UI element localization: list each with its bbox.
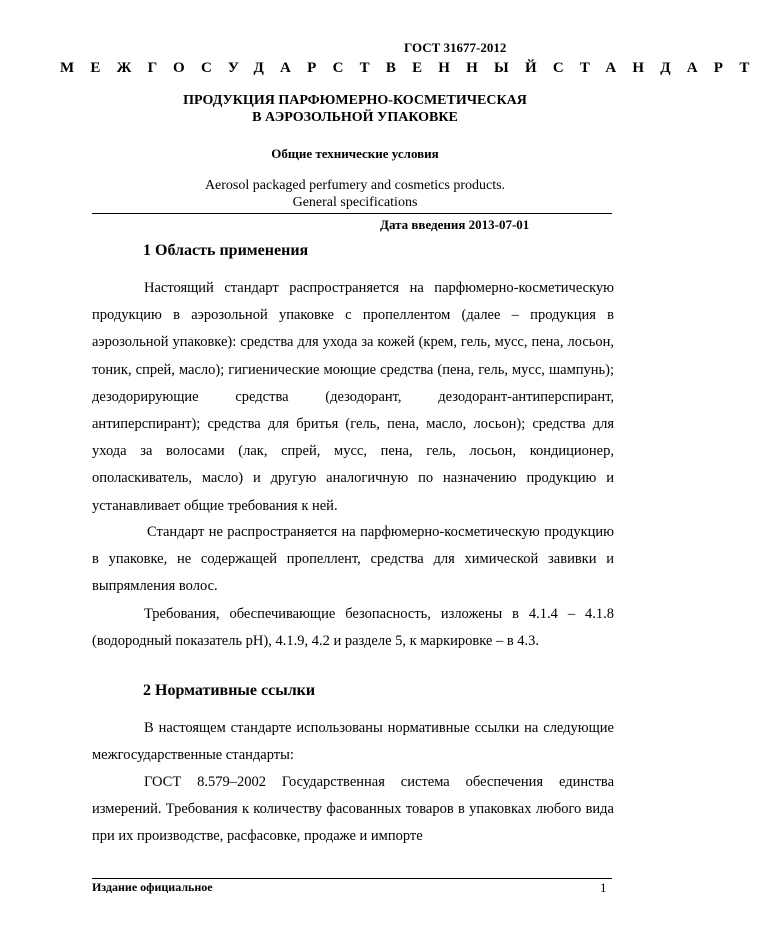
english-title-line-1: Aerosol packaged perfumery and cosmetics products. — [204, 178, 506, 193]
section-2-paragraph-2: ГОСТ 8.579–2002 Государственная система обеспечения единства измерений. Требования к количеству фасованных товаров в упаковках любого вида при их производстве, расфасовке, продаже и импорте — [92, 774, 614, 845]
section-2-paragraph-1: В настоящем стандарте использованы нормативные ссылки на следующие межгосударственные стандарты: — [92, 720, 614, 764]
standard-word: СТАНДАРТ — [552, 60, 766, 76]
edition-label: Издание официальное — [92, 880, 213, 894]
footer-divider — [92, 878, 612, 879]
title-line-2: В АЭРОЗОЛЬНОЙ УПАКОВКЕ — [252, 110, 458, 125]
section-1-paragraph-3: Требования, обеспечивающие безопасность, изложены в 4.1.4 – 4.1.8 (водородный показатель рН), 4.1.9, 4.2 и разделе 5, к маркировке – в 4.3. — [92, 606, 614, 650]
section-1-paragraph-1: Настоящий стандарт распространяется на парфюмерно-косметическую продукцию в аэрозольной упаковке с пропеллентом (далее – продукция в аэрозольной упаковке): средства для ухода за кожей (крем, гель, мусс, пена, лосьон, тоник, спрей, масло); гигиенические моющие средства (пена, гель, мусс, шампунь); дезодорирующие средства (дезодорант, дезодорант-антиперспирант, антиперспирант); средства для бритья (гель, пена, масло, лосьон); средства для ухода за волосами (лак, спрей, мусс, пена, гель, лосьон, кондиционер, ополаскиватель, масло) и другую аналогичную по назначению продукцию и устанавливает общие требования к ней. — [92, 280, 614, 514]
english-title-line-2: General specifications — [292, 195, 418, 210]
interstate-word: МЕЖГОСУДАРСТВЕННЫЙ — [60, 60, 553, 76]
section-1-paragraph-2: Стандарт не распространяется на парфюмерно-косметическую продукцию в упаковке, не содержащей пропеллент, средства для химической завивки и выпрямления волос. — [92, 524, 614, 595]
gost-code: ГОСТ 31677-2012 — [404, 40, 507, 55]
title-divider — [92, 213, 612, 214]
title-line-1: ПРОДУКЦИЯ ПАРФЮМЕРНО-КОСМЕТИЧЕСКАЯ — [183, 93, 527, 108]
section-2-heading: 2 Нормативные ссылки — [143, 682, 316, 699]
document-subtitle: Общие технические условия — [271, 146, 439, 161]
interstate-standard-banner — [60, 60, 766, 77]
page-number: 1 — [600, 880, 607, 895]
introduction-date: Дата введения 2013-07-01 — [380, 217, 530, 232]
section-1-heading: 1 Область применения — [143, 242, 309, 259]
english-title — [90, 177, 620, 211]
document-title — [90, 92, 620, 126]
